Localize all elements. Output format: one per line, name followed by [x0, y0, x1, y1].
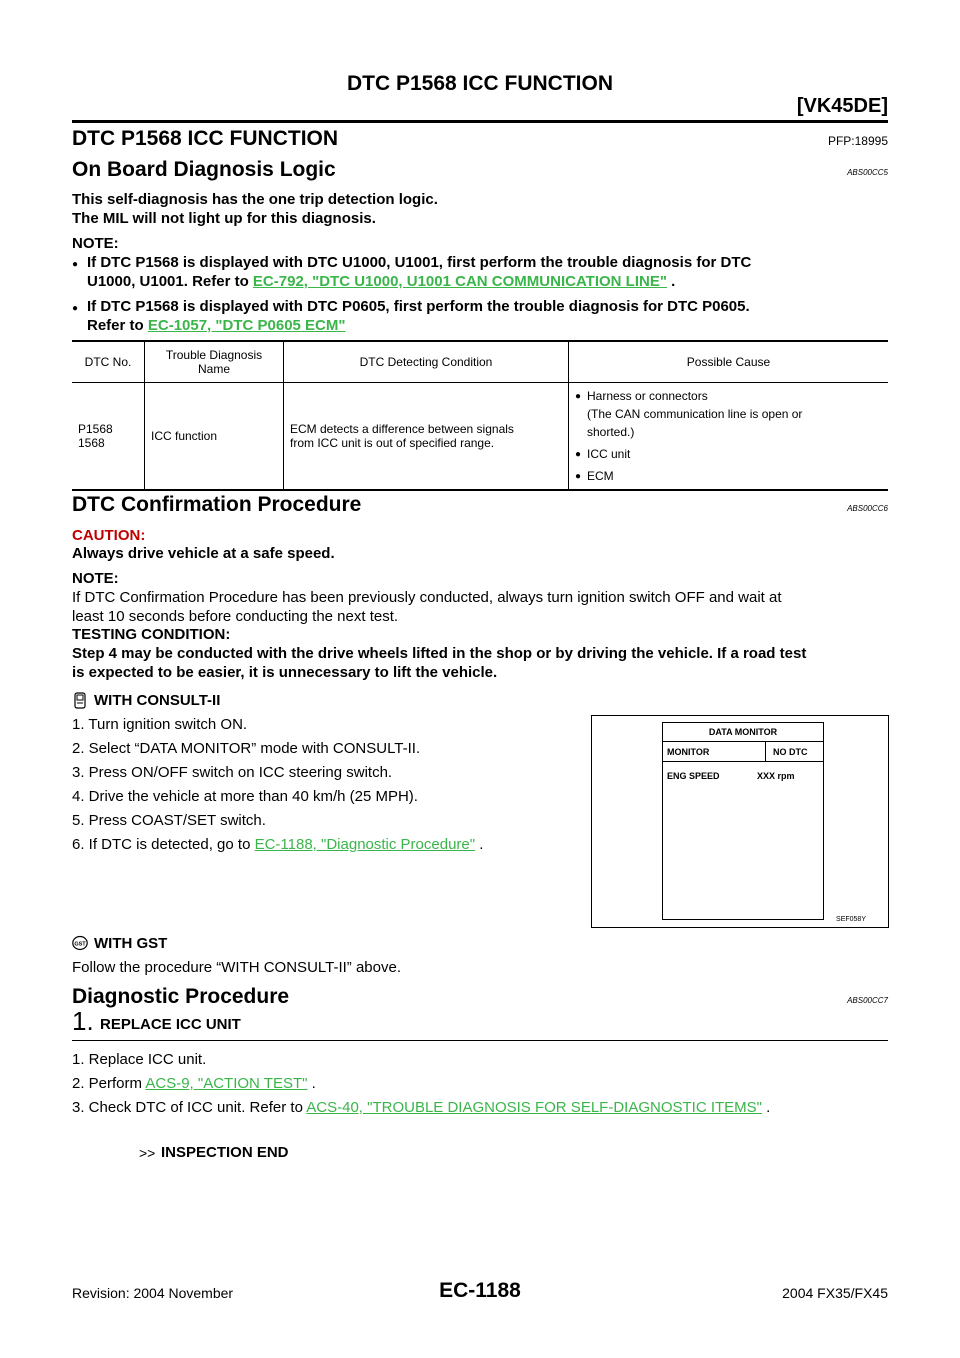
consult-heading: WITH CONSULT-II — [94, 692, 221, 709]
step-1: 1. Turn ignition switch ON. — [72, 716, 248, 733]
monitor-col-divider — [765, 741, 766, 761]
col-dtc-no: DTC No. — [72, 341, 145, 383]
header-title: DTC P1568 ICC FUNCTION — [346, 72, 614, 95]
confirm-note-1: If DTC Confirmation Procedure has been previously conducted, always turn ignition switch OFF and wait at — [72, 589, 782, 606]
step-6: 6. If DTC is detected, go to EC-1188, "Diagnostic Procedure" . — [72, 836, 484, 853]
possible-cause: ● Harness or connectors (The CAN communication line is open or shorted.) ● ICC unit ● ECM — [569, 383, 889, 491]
link-acs-40[interactable]: ACS-40, "TROUBLE DIAGNOSIS FOR SELF-DIAGNOSTIC ITEMS" — [306, 1099, 762, 1116]
bullet-icon: ● — [575, 471, 582, 482]
col-condition: DTC Detecting Condition — [284, 341, 569, 383]
monitor-title: DATA MONITOR — [708, 727, 778, 737]
link-acs-9[interactable]: ACS-9, "ACTION TEST" — [145, 1075, 308, 1092]
confirm-note-2: least 10 seconds before conducting the next test. — [72, 608, 399, 625]
step-3: 3. Press ON/OFF switch on ICC steering switch. — [72, 764, 393, 781]
step-4: 4. Drive the vehicle at more than 40 km/h (25 MPH). — [72, 788, 418, 805]
monitor-divider — [663, 761, 823, 762]
confirm-note-label: NOTE: — [72, 570, 119, 587]
obd-heading: On Board Diagnosis Logic — [72, 158, 336, 181]
svg-text:GST: GST — [74, 941, 86, 948]
obd-code: ABS00CC5 — [847, 168, 888, 177]
monitor-divider — [663, 741, 823, 742]
obd-bullet-2: ● If DTC P1568 is displayed with DTC P0605, first perform the trouble diagnosis for DTC P0605. Refer to EC-1057, "DTC P0605 ECM" — [72, 298, 750, 334]
testing-label: TESTING CONDITION: — [72, 626, 231, 643]
caution-text: Always drive vehicle at a safe speed. — [72, 545, 335, 562]
bullet-icon: ● — [575, 391, 582, 402]
testing-text-2: is expected to be easier, it is unnecessary to lift the vehicle. — [72, 664, 498, 681]
monitor-col-label: MONITOR — [667, 747, 710, 757]
confirm-code: ABS00CC6 — [847, 504, 888, 513]
monitor-status: NO DTC — [773, 747, 808, 757]
dtc-table — [72, 340, 888, 491]
section-title: DTC P1568 ICC FUNCTION — [72, 127, 339, 150]
caution-label: CAUTION: — [72, 527, 146, 544]
link-ec-1188[interactable]: EC-1188, "Diagnostic Procedure" — [254, 836, 476, 853]
diag-code: ABS00CC7 — [847, 996, 888, 1005]
gst-tool-icon — [72, 935, 88, 951]
gst-heading: WITH GST — [94, 935, 168, 952]
link-ec-792[interactable]: EC-792, "DTC U1000, U1001 CAN COMMUNICATION LINE" — [252, 273, 667, 290]
link-ec-1057[interactable]: EC-1057, "DTC P0605 ECM" — [147, 317, 346, 334]
testing-text-1: Step 4 may be conducted with the drive wheels lifted in the shop or by driving the vehicle. If a road test — [72, 645, 807, 662]
figure-code: SEF058Y — [836, 916, 866, 923]
diag-step-1: 1. Replace ICC unit. — [72, 1051, 207, 1068]
detect-condition: ECM detects a difference between signals from ICC unit is out of specified range. — [284, 383, 569, 491]
bullet-icon: ● — [72, 303, 79, 314]
step-divider — [72, 1040, 888, 1041]
obd-line2: The MIL will not light up for this diagnosis. — [72, 210, 376, 227]
obd-line1: This self-diagnosis has the one trip detection logic. — [72, 191, 438, 208]
header-divider — [72, 120, 888, 123]
step-2: 2. Select “DATA MONITOR” mode with CONSULT-II. — [72, 740, 421, 757]
data-monitor-figure — [591, 715, 889, 928]
obd-bullet-1: ● If DTC P1568 is displayed with DTC U1000, U1001, first perform the trouble diagnosis for DTC U1000, U1001. Refer to EC-792, "DTC U1000, U1001 CAN COMMUNICATION LINE" . — [72, 254, 752, 290]
page-number: EC-1188 — [439, 1279, 521, 1302]
engine-tag: [VK45DE] — [796, 95, 888, 117]
footer-model: 2004 FX35/FX45 — [782, 1285, 888, 1301]
table-row — [72, 383, 888, 491]
footer-revision: Revision: 2004 November — [72, 1285, 234, 1301]
col-diag-name: Trouble Diagnosis Name — [145, 341, 284, 383]
step-5: 5. Press COAST/SET switch. — [72, 812, 266, 829]
step-number: 1. — [72, 1006, 94, 1036]
diag-name: ICC function — [145, 383, 284, 491]
bullet-icon: ● — [72, 259, 79, 270]
diag-step-2: 2. Perform ACS-9, "ACTION TEST" . — [72, 1075, 316, 1092]
consult-tool-icon — [72, 692, 88, 710]
pfp-code: PFP:18995 — [827, 134, 888, 148]
gst-text: Follow the procedure “WITH CONSULT-II” above. — [72, 959, 401, 976]
dtc-number: P1568 1568 — [72, 383, 145, 491]
monitor-row-label: ENG SPEED — [667, 771, 720, 781]
end-arrow: >> — [139, 1145, 156, 1161]
bullet-icon: ● — [575, 449, 582, 460]
diag-heading: Diagnostic Procedure — [72, 985, 290, 1008]
confirm-heading: DTC Confirmation Procedure — [72, 493, 362, 516]
obd-note-label: NOTE: — [72, 235, 119, 252]
step-title: REPLACE ICC UNIT — [100, 1016, 241, 1033]
col-cause: Possible Cause — [569, 341, 889, 383]
diag-step-3: 3. Check DTC of ICC unit. Refer to ACS-40, "TROUBLE DIAGNOSIS FOR SELF-DIAGNOSTIC ITEMS" . — [72, 1099, 771, 1116]
monitor-row-value: XXX rpm — [757, 771, 795, 781]
monitor-screen — [662, 722, 824, 920]
inspection-end: INSPECTION END — [161, 1144, 289, 1161]
